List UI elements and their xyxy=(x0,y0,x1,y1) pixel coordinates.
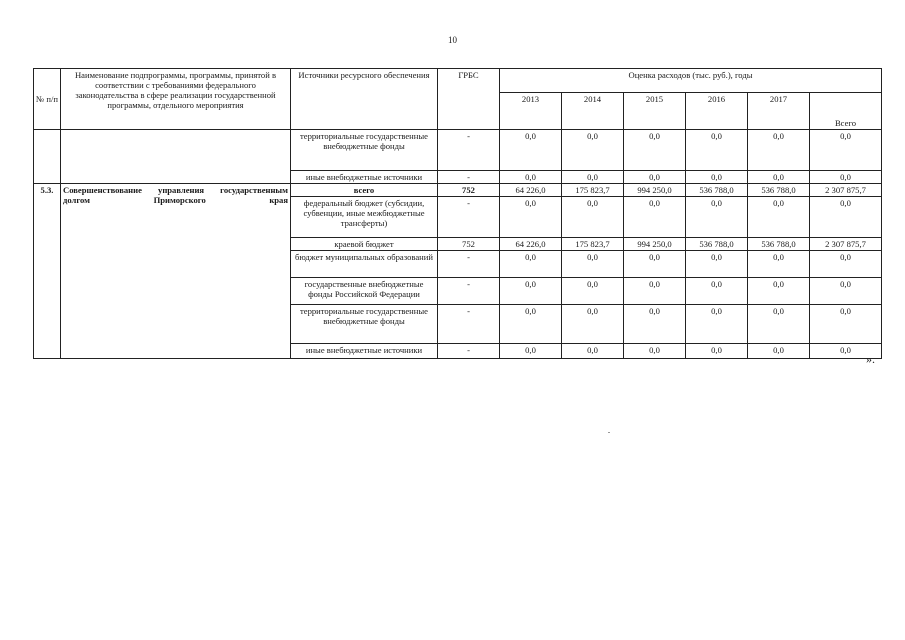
header-sources: Источники ресурсного обеспечения xyxy=(291,69,438,130)
row-value: 0,0 xyxy=(500,197,562,238)
section-name-text: Совершенствование управления государственным долгом Приморского края xyxy=(63,185,288,205)
row-grbs: - xyxy=(438,251,500,278)
row-value: 0,0 xyxy=(624,171,686,184)
closing-quote-mark: ». xyxy=(866,352,875,366)
row-source: бюджет муниципальных образований xyxy=(291,251,438,278)
row-value: 0,0 xyxy=(748,305,810,344)
row-value: 0,0 xyxy=(500,344,562,359)
row-value: 0,0 xyxy=(748,130,810,171)
row-value: 0,0 xyxy=(500,171,562,184)
row-value: 0,0 xyxy=(562,251,624,278)
row-total: 0,0 xyxy=(810,344,882,359)
row-value: 0,0 xyxy=(686,130,748,171)
row-source: государственные внебюджетные фонды Российской Федерации xyxy=(291,278,438,305)
row-source: территориальные государственные внебюджетные фонды xyxy=(291,305,438,344)
section-row xyxy=(34,184,882,197)
header-estimate: Оценка расходов (тыс. руб.), годы xyxy=(500,69,882,93)
row-source: иные внебюджетные источники xyxy=(291,171,438,184)
row-total: 0,0 xyxy=(810,197,882,238)
row-grbs: 752 xyxy=(438,184,500,197)
row-grbs: - xyxy=(438,171,500,184)
row-value: 175 823,7 xyxy=(562,184,624,197)
row-value: 0,0 xyxy=(748,251,810,278)
row-value: 0,0 xyxy=(500,130,562,171)
row-value: 0,0 xyxy=(686,305,748,344)
row-source: краевой бюджет xyxy=(291,238,438,251)
row-value: 0,0 xyxy=(624,130,686,171)
row-value: 0,0 xyxy=(500,251,562,278)
row-value: 0,0 xyxy=(686,278,748,305)
header-year: 2015 xyxy=(624,93,686,130)
row-value: 536 788,0 xyxy=(748,184,810,197)
row-value: 0,0 xyxy=(686,251,748,278)
row-value: 0,0 xyxy=(686,344,748,359)
row-value: 0,0 xyxy=(624,197,686,238)
row-total: 0,0 xyxy=(810,171,882,184)
row-grbs: - xyxy=(438,305,500,344)
header-year: 2014 xyxy=(562,93,624,130)
row-source: территориальные государственные внебюджетные фонды xyxy=(291,130,438,171)
row-value: 0,0 xyxy=(562,197,624,238)
row-value: 0,0 xyxy=(748,278,810,305)
row-value: 0,0 xyxy=(562,278,624,305)
row-value: 0,0 xyxy=(748,344,810,359)
row-value: 0,0 xyxy=(624,305,686,344)
row-grbs: 752 xyxy=(438,238,500,251)
header-year: 2016 xyxy=(686,93,748,130)
row-value: 536 788,0 xyxy=(686,238,748,251)
scan-speck xyxy=(608,432,610,433)
row-source: иные внебюджетные источники xyxy=(291,344,438,359)
row-value: 0,0 xyxy=(748,171,810,184)
row-value: 536 788,0 xyxy=(686,184,748,197)
row-total: 0,0 xyxy=(810,130,882,171)
header-grbs: ГРБС xyxy=(438,69,500,130)
row-value: 0,0 xyxy=(562,171,624,184)
row-value: 536 788,0 xyxy=(748,238,810,251)
row-name-empty xyxy=(61,130,291,184)
row-value: 0,0 xyxy=(624,251,686,278)
header-year: 2017 xyxy=(748,93,810,130)
row-total: 0,0 xyxy=(810,251,882,278)
row-value: 0,0 xyxy=(624,344,686,359)
row-value: 0,0 xyxy=(500,305,562,344)
row-value: 0,0 xyxy=(748,197,810,238)
row-value: 994 250,0 xyxy=(624,238,686,251)
header-row xyxy=(34,69,882,93)
row-value: 994 250,0 xyxy=(624,184,686,197)
header-num: № п/п xyxy=(34,69,61,130)
row-total: 0,0 xyxy=(810,305,882,344)
table-row xyxy=(34,130,882,171)
row-grbs: - xyxy=(438,278,500,305)
row-value: 0,0 xyxy=(686,171,748,184)
row-grbs: - xyxy=(438,197,500,238)
row-grbs: - xyxy=(438,344,500,359)
row-value: 0,0 xyxy=(562,305,624,344)
section-name xyxy=(61,184,291,359)
section-number: 5.3. xyxy=(34,184,61,359)
row-value: 0,0 xyxy=(624,278,686,305)
header-total: Всего xyxy=(810,93,882,130)
row-value: 0,0 xyxy=(686,197,748,238)
row-total: 2 307 875,7 xyxy=(810,184,882,197)
row-value: 64 226,0 xyxy=(500,184,562,197)
budget-table xyxy=(33,68,882,359)
row-grbs: - xyxy=(438,130,500,171)
row-total: 0,0 xyxy=(810,278,882,305)
page-number: 10 xyxy=(448,35,457,45)
row-value: 0,0 xyxy=(562,130,624,171)
row-source: всего xyxy=(291,184,438,197)
row-value: 64 226,0 xyxy=(500,238,562,251)
row-value: 0,0 xyxy=(500,278,562,305)
row-value: 175 823,7 xyxy=(562,238,624,251)
row-num-empty xyxy=(34,130,61,184)
row-value: 0,0 xyxy=(562,344,624,359)
row-source: федеральный бюджет (субсидии, субвенции, иные межбюджетные трансферты) xyxy=(291,197,438,238)
header-name: Наименование подпрограммы, программы, принятой в соответствии с требованиями федерального законодательства в сфере реализации государственной программы, отдельного мероприятия xyxy=(61,69,291,130)
row-total: 2 307 875,7 xyxy=(810,238,882,251)
header-year: 2013 xyxy=(500,93,562,130)
